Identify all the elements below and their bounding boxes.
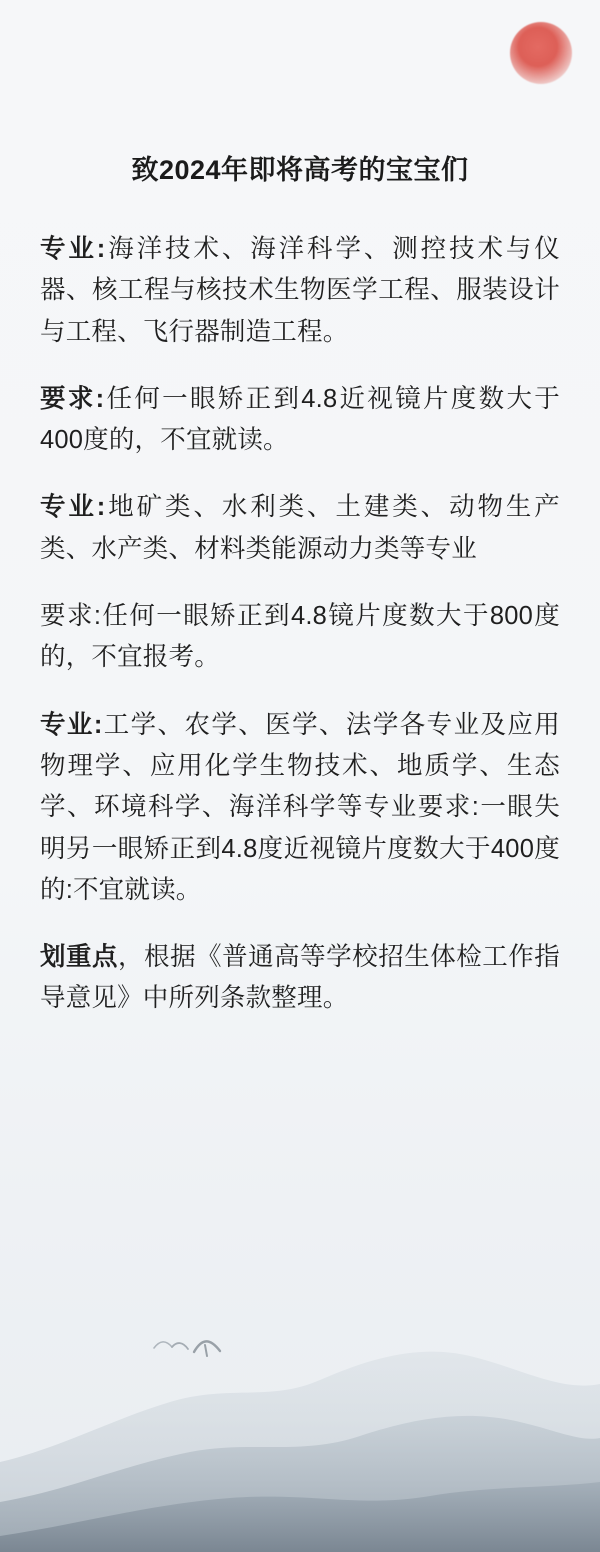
paragraph-majors-3 xyxy=(40,705,560,911)
paragraph-label: 要求: xyxy=(40,384,105,413)
flying-birds-icon xyxy=(150,1332,240,1366)
paragraph-text: 地矿类、水利类、土建类、动物生产类、水产类、材料类能源动力类等专业 xyxy=(40,493,561,563)
paragraph-majors-1 xyxy=(40,229,560,353)
paragraph-label: 专业: xyxy=(40,710,103,739)
paragraph-requirement-1 xyxy=(40,379,560,462)
paragraph-majors-2 xyxy=(40,487,560,570)
paragraph-label: 专业: xyxy=(40,493,106,522)
paragraph-label: 专业: xyxy=(40,235,106,263)
page-title: 致2024年即将高考的宝宝们 xyxy=(131,155,469,185)
paragraph-text: 工学、农学、医学、法学各专业及应用物理学、应用化学生物技术、地质学、生态学、环境科学、海洋科学等专业要求:一眼失明另一眼矫正到4.8度近视镜片度数大于400度的:不宜就读。 xyxy=(40,710,560,904)
paragraph-text: 海洋技术、海洋科学、测控技术与仪器、核工程与核技术生物医学工程、服装设计与工程、飞行器制造工程。 xyxy=(40,235,561,346)
paragraph-label: 划重点 xyxy=(40,943,119,972)
paragraph-label: 要求: xyxy=(40,602,102,631)
paragraph-requirement-2 xyxy=(40,596,560,679)
paragraph-keypoint xyxy=(40,937,560,1020)
paragraph-text: ，根据《普通高等学校招生体检工作指导意见》中所列条款整理。 xyxy=(40,943,560,1013)
ink-mountains-decoration xyxy=(0,1252,600,1552)
paragraph-text: 任何一眼矫正到4.8镜片度数大于800度的，不宜报考。 xyxy=(40,602,561,672)
paragraph-text: 任何一眼矫正到4.8近视镜片度数大于400度的，不宜就读。 xyxy=(40,384,560,455)
